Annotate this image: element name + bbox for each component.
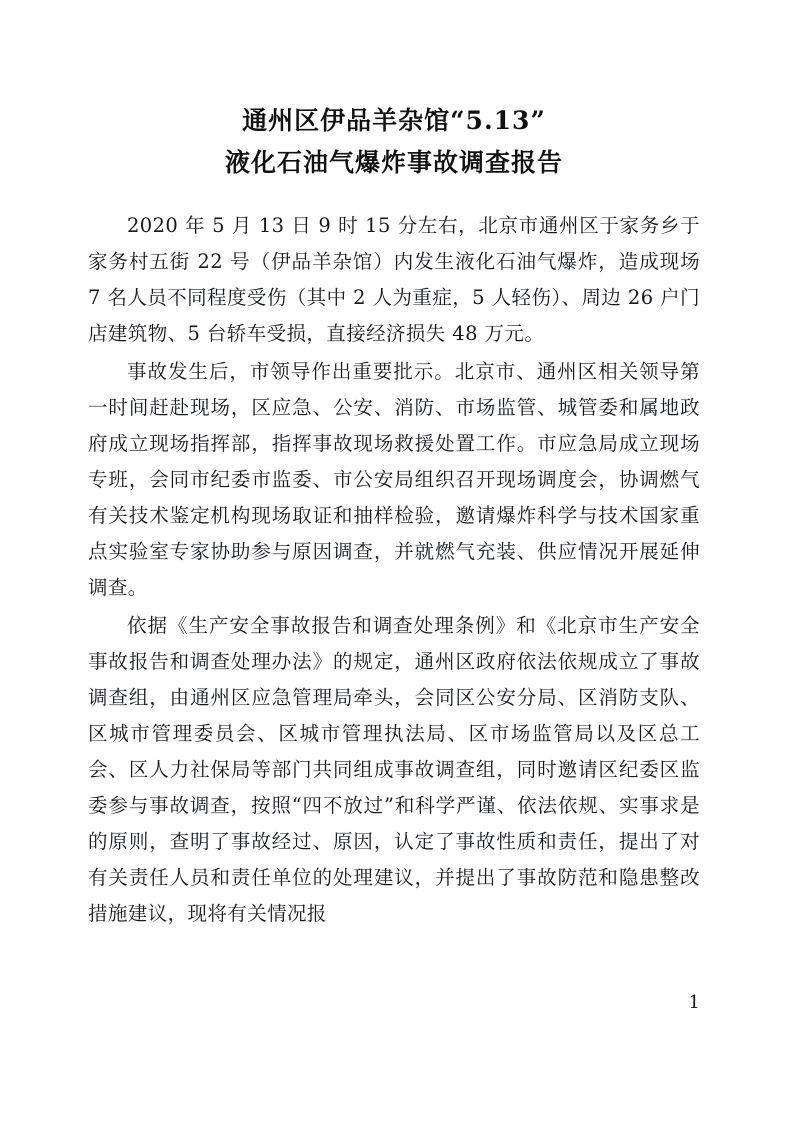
page-title-line-2: 液化石油气爆炸事故调查报告: [224, 148, 563, 177]
page-title-line-1: 通州区伊品羊杂馆“5.13”: [242, 106, 546, 135]
paragraph-3: 依据《生产安全事故报告和调查处理条例》和《北京市生产安全事故报告和调查处理办法》的规定，通州区政府依法依规成立了事故调查组，由通州区应急管理局牵头，会同区公安分局、区消防支队、区城市管理委员会、区城市管理执法局、区市场监管局以及区总工会、区人力社保局等部门共同组成事故调查组，同时邀请区纪委区监委参与事故调查，按照“四不放过”和科学严谨、依法依规、实事求是的原则，查明了事故经过、原因，认定了事故性质和责任，提出了对有关责任人员和责任单位的处理建议，并提出了事故防范和隐患整改措施建议，现将有关情况报: [88, 614, 700, 925]
paragraph-1: 2020 年 5 月 13 日 9 时 15 分左右，北京市通州区于家务乡于家务村五街 22 号（伊品羊杂馆）内发生液化石油气爆炸，造成现场 7 名人员不同程度受伤（其中 2 人为重症，5 人轻伤）、周边 26 户门店建筑物、5 台轿车受损，直接经济损失 48 万元。: [88, 214, 700, 345]
page-number: 1: [688, 992, 700, 1013]
paragraph-2: 事故发生后，市领导作出重要批示。北京市、通州区相关领导第一时间赶赴现场，区应急、公安、消防、市场监管、城管委和属地政府成立现场指挥部，指挥事故现场救援处置工作。市应急局成立现场专班，会同市纪委市监委、市公安局组织召开现场调度会，协调燃气有关技术鉴定机构现场取证和抽样检验，邀请爆炸科学与技术国家重点实验室专家协助参与原因调查，并就燃气充装、供应情况开展延伸调查。: [88, 360, 700, 599]
page-title: [88, 100, 700, 184]
document-body: [88, 100, 700, 934]
